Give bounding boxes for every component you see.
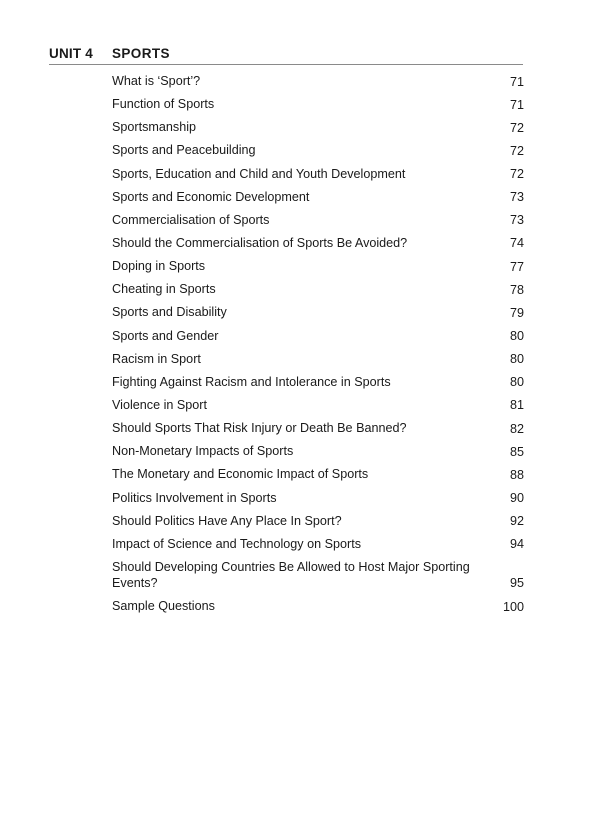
toc-entry bbox=[112, 559, 524, 592]
toc-entry bbox=[112, 374, 524, 391]
toc-entry bbox=[112, 166, 524, 183]
toc-entry bbox=[112, 119, 524, 136]
toc-entry bbox=[112, 189, 524, 206]
toc-entry-page-number: 79 bbox=[509, 305, 524, 320]
toc-entry-page-number: 81 bbox=[509, 398, 524, 413]
toc-entry bbox=[112, 142, 524, 159]
toc-entry-page-number: 80 bbox=[509, 329, 524, 344]
toc-entry-title: Fighting Against Racism and Intolerance in Sports bbox=[112, 374, 391, 389]
toc-entry-title: The Monetary and Economic Impact of Sports bbox=[112, 467, 369, 482]
toc-entry-title: Non-Monetary Impacts of Sports bbox=[112, 444, 294, 459]
toc-entry-page-number: 72 bbox=[509, 120, 524, 135]
toc-entry-title: Sports and Disability bbox=[112, 305, 227, 320]
toc-entry-title: Cheating in Sports bbox=[112, 282, 216, 297]
toc-entry-page-number: 77 bbox=[509, 259, 524, 274]
toc-entry bbox=[112, 281, 524, 298]
toc-entry bbox=[112, 443, 524, 460]
toc-entry-title: Commercialisation of Sports bbox=[112, 212, 270, 227]
toc-entry-page-number: 80 bbox=[509, 375, 524, 390]
toc-entry-title: Should Politics Have Any Place In Sport? bbox=[112, 513, 342, 528]
toc-entry-title: Sports and Peacebuilding bbox=[112, 143, 256, 158]
toc-entry-title: Impact of Science and Technology on Sports bbox=[112, 536, 361, 551]
toc-entry-title: Should the Commercialisation of Sports Be Avoided? bbox=[112, 235, 408, 250]
toc-entry-page-number: 80 bbox=[509, 352, 524, 367]
toc-entry-page-number: 85 bbox=[509, 444, 524, 459]
toc-entry-page-number: 82 bbox=[509, 421, 524, 436]
toc-entry-page-number: 72 bbox=[509, 143, 524, 158]
unit-label: UNIT 4 bbox=[49, 46, 93, 61]
toc-entry-page-number: 72 bbox=[509, 167, 524, 182]
toc-entry-title: Sports and Gender bbox=[112, 328, 219, 343]
toc-entry-title: What is ‘Sport’? bbox=[112, 74, 201, 88]
toc-entry-page-number: 92 bbox=[509, 514, 524, 529]
toc-entry bbox=[112, 420, 524, 437]
toc-entry bbox=[112, 235, 524, 252]
toc-entry bbox=[112, 466, 524, 483]
toc-entry bbox=[112, 212, 524, 229]
toc-entry bbox=[112, 328, 524, 345]
toc-entry-page-number: 94 bbox=[509, 537, 524, 552]
toc-entry-title: Sports and Economic Development bbox=[112, 189, 310, 204]
toc-entry-page-number: 88 bbox=[509, 467, 524, 482]
toc-entry bbox=[112, 513, 524, 530]
toc-entry-page-number: 71 bbox=[509, 97, 524, 112]
toc-entry-title: Sports, Education and Child and Youth Development bbox=[112, 166, 406, 181]
toc-entry-title: Politics Involvement in Sports bbox=[112, 490, 277, 505]
toc-entry-title: Should Sports That Risk Injury or Death Be Banned? bbox=[112, 421, 407, 436]
toc-entry-title: Violence in Sport bbox=[112, 397, 207, 412]
toc-entry bbox=[112, 351, 524, 368]
toc-entry-page-number: 73 bbox=[509, 190, 524, 205]
toc-entry bbox=[112, 258, 524, 275]
toc-entry bbox=[112, 73, 524, 90]
toc-entry bbox=[112, 304, 524, 321]
toc-entry-title: Racism in Sport bbox=[112, 351, 201, 366]
toc-entry-page-number: 95 bbox=[509, 576, 524, 591]
toc-entry-page-number: 73 bbox=[509, 213, 524, 228]
toc-entry-title: Function of Sports bbox=[112, 97, 215, 112]
table-of-contents bbox=[112, 73, 524, 621]
toc-entry-title: Should Developing Countries Be Allowed to Host Major Sporting Events? bbox=[112, 559, 470, 591]
toc-entry bbox=[112, 490, 524, 507]
unit-header bbox=[49, 44, 523, 65]
toc-entry-page-number: 71 bbox=[509, 74, 524, 89]
toc-entry-title: Sample Questions bbox=[112, 599, 215, 614]
toc-entry bbox=[112, 598, 524, 615]
unit-title: SPORTS bbox=[112, 46, 170, 61]
toc-entry bbox=[112, 536, 524, 553]
toc-entry-title: Doping in Sports bbox=[112, 259, 206, 274]
toc-entry bbox=[112, 96, 524, 113]
toc-entry-page-number: 74 bbox=[509, 236, 524, 251]
toc-entry-page-number: 78 bbox=[509, 282, 524, 297]
toc-entry-page-number: 90 bbox=[509, 491, 524, 506]
toc-entry bbox=[112, 397, 524, 414]
toc-entry-page-number: 100 bbox=[502, 599, 524, 614]
toc-entry-title: Sportsmanship bbox=[112, 120, 196, 135]
